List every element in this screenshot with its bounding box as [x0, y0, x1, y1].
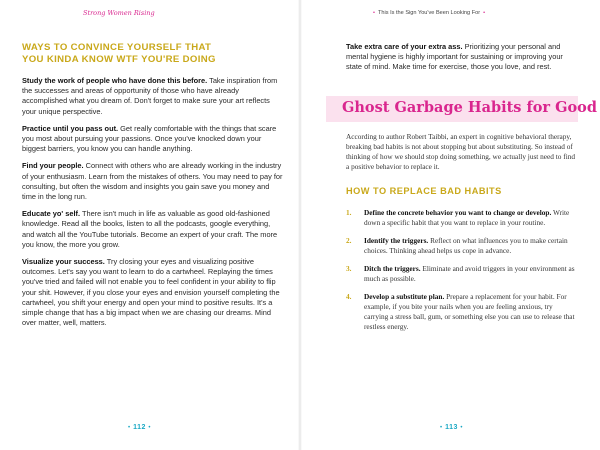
section-title [22, 42, 284, 66]
step-number: 3. [346, 264, 352, 273]
running-dot-icon: • [373, 10, 375, 16]
step-number: 2. [346, 236, 352, 245]
paragraph-text: There isn't much in life as valuable as good old-fashioned knowledge. Read all the books, listen to all the podcasts, google everything, and watch all the YouTube tutorials. Become an expert of your craft. The more you know, the more you grow. [22, 209, 278, 249]
step-text: Eliminate and avoid triggers in your environment as much as possible. [364, 264, 575, 283]
paragraph-lead: Practice until you pass out. [22, 123, 119, 133]
left-running-head: Strong Women Rising [83, 9, 155, 17]
list-item [346, 208, 578, 228]
right-page-number [440, 424, 463, 431]
running-dot-icon: • [483, 10, 486, 16]
folio-ornament-icon: • [128, 425, 131, 431]
folio-ornament-icon: • [440, 425, 443, 431]
section-title-line-2: YOU KINDA KNOW WTF YOU'RE DOING [22, 54, 216, 65]
paragraph-text: Prioritizing your personal and mental hygiene is highly important for sustaining or improving your state of mind. Make time for exercise, those you love, and rest. [346, 42, 563, 72]
right-running-head-text: This Is the Sign You've Been Looking For [377, 10, 481, 16]
list-item [346, 292, 578, 332]
left-body-text [22, 76, 284, 335]
paragraph-lead: Take extra care of your extra ass. [346, 42, 463, 51]
list-item [346, 236, 578, 256]
book-gutter [298, 0, 302, 450]
paragraph-text: Get really comfortable with the things that scare you most about pursuing your passions. Once you've knocked down your biggest barriers, you know you can handle anything. [22, 123, 277, 154]
page-number-113: 113 [445, 424, 458, 431]
step-lead: Define the concrete behavior you want to change or develop. [364, 208, 552, 217]
paragraph [22, 257, 284, 328]
step-number: 1. [346, 208, 352, 217]
step-number: 4. [346, 292, 352, 301]
paragraph-text: Connect with others who are already working in the industry of your enthusiasm. Learn from the mistakes of others. You may need to pay for consulting, but often the wisdom and insights you gain save you money and time in the long run. [22, 161, 283, 202]
paragraph-lead: Educate yo' self. [22, 209, 81, 219]
paragraph-lead: Study the work of people who have done this before. [22, 76, 208, 85]
step-lead: Identify the triggers. [364, 236, 429, 245]
step-text: Write down a specific habit that you want to replace in your routine. [364, 208, 570, 227]
intro-paragraph: According to author Robert Taibbi, an expert in cognitive behavioral therapy, breaking bad habits is not about stopping but about substituting. So instead of thinking of how we should stop doing something, we actually just need to find a positive behavior to replace it. [346, 132, 576, 171]
steps-subhead: HOW TO REPLACE BAD HABITS [346, 186, 502, 196]
page-number-112: 112 [133, 424, 146, 431]
paragraph [22, 76, 284, 117]
paragraph-text: Take inspiration from the successes and areas of opportunity of those who have already accomplished what you dream of. Don't forget to make sure your art reflects your unique perspective. [22, 76, 278, 116]
section-title-line-1: WAYS TO CONVINCE YOURSELF THAT [22, 42, 212, 53]
step-lead: Ditch the triggers. [364, 264, 421, 273]
paragraph-text: Try closing your eyes and visualizing positive outcomes. Let's say you want to learn to do a cartwheel. Replaying the times you've tried and failed will not enable you to feel confident in your ability to flip your shit. However, if you close your eyes and envision yourself completing the cartwheel, you shift your energy and open your mind to positive results. It's a simple change that has a big impact when we are chasing our dreams. Mind over matter, well, matters. [22, 257, 280, 328]
paragraph-lead: Visualize your success. [22, 257, 105, 267]
chapter-section-title: Ghost Garbage Habits for Good [342, 99, 597, 116]
right-running-head [370, 10, 488, 16]
steps-list [346, 208, 578, 340]
paragraph-lead: Find your people. [22, 161, 84, 171]
list-item [346, 264, 578, 284]
step-text: Prepare a replacement for your habit. For example, if you bite your nails when you are feeling anxious, try carrying a stress ball, gum, or something else you can use to release that restless energy. [364, 292, 575, 331]
folio-ornament-icon: • [148, 425, 151, 431]
paragraph [22, 209, 284, 250]
step-lead: Develop a substitute plan. [364, 292, 445, 301]
step-text: Reflect on what influences you to make certain choices. Thinking ahead helps us cope in advance. [364, 236, 568, 255]
paragraph [22, 124, 284, 155]
folio-ornament-icon: • [460, 425, 463, 431]
paragraph [22, 161, 284, 202]
left-page-number [128, 424, 151, 431]
self-care-paragraph [346, 42, 574, 73]
